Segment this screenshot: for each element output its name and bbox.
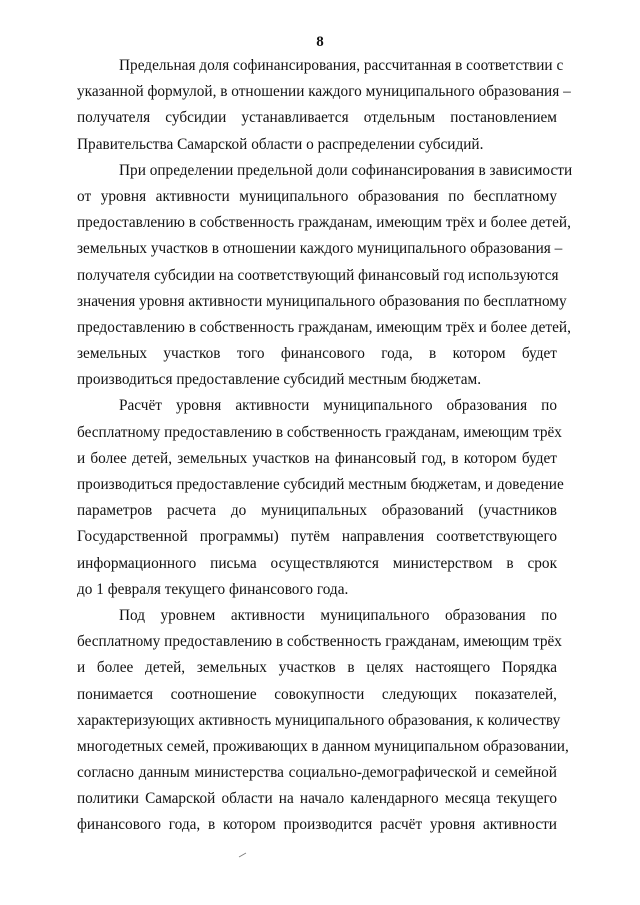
text-line: до 1 февраля текущего финансового года. (77, 580, 349, 598)
text-line: финансового года, в котором производится расчёт уровня активности (77, 816, 557, 834)
text-line: от уровня активности муниципального образования по бесплатному (77, 187, 557, 205)
text-line: бесплатному предоставлению в собственность гражданам, имеющим трёх (77, 633, 562, 651)
text-line: Под уровнем активности муниципального образования по (119, 606, 557, 624)
text-line: и более детей, земельных участков на финансовый год, в котором будет (77, 449, 557, 467)
text-line: земельных участков того финансового года, в котором будет (77, 345, 557, 363)
text-line: производиться предоставление субсидий местным бюджетам, и доведение (77, 476, 564, 493)
paragraph-4 (77, 603, 569, 839)
text-line: характеризующих активность муниципального образования, к количеству (77, 711, 561, 729)
document-body (77, 53, 573, 839)
text-line: понимается соотношение совокупности следующих показателей, (77, 685, 557, 703)
text-line: При определении предельной доли софинансирования в зависимости (119, 161, 573, 179)
scan-mark (238, 852, 248, 858)
paragraph-1 (77, 53, 571, 158)
text-line: Расчёт уровня активности муниципального образования по (119, 397, 557, 415)
page-number: 8 (316, 34, 324, 50)
text-line: параметров расчета до муниципальных образований (участников (77, 502, 557, 520)
text-line: предоставлению в собственность гражданам, имеющим трёх и более детей, (77, 214, 571, 232)
text-line: информационного письма осуществляются министерством в срок (77, 554, 557, 572)
text-line: получателя субсидии устанавливается отдельным постановлением (77, 109, 557, 127)
text-line: получателя субсидии на соответствующий финансовый год используются (77, 266, 559, 284)
text-line: многодетных семей, проживающих в данном муниципальном образовании, (77, 737, 569, 755)
text-line: Правительства Самарской области о распределении субсидий. (77, 135, 484, 153)
paragraph-2 (77, 158, 573, 394)
text-line: политики Самарской области на начало календарного месяца текущего (77, 790, 557, 808)
text-line: Государственной программы) путём направления соответствующего (77, 528, 557, 546)
text-line: согласно данным министерства социально-демографической и семейной (77, 764, 557, 782)
text-line: земельных участков в отношении каждого муниципального образования – (77, 240, 563, 258)
text-line: Предельная доля софинансирования, рассчитанная в соответствии с (119, 57, 564, 74)
text-line: производиться предоставление субсидий местным бюджетам. (77, 371, 482, 389)
text-line: и более детей, земельных участков в целях настоящего Порядка (77, 659, 557, 677)
text-line: значения уровня активности муниципального образования по бесплатному (77, 292, 567, 310)
text-line: предоставлению в собственность гражданам, имеющим трёх и более детей, (77, 318, 571, 336)
text-line: бесплатному предоставлению в собственность гражданам, имеющим трёх (77, 423, 562, 441)
paragraph-3 (77, 393, 564, 603)
text-line: указанной формулой, в отношении каждого муниципального образования – (77, 83, 571, 101)
